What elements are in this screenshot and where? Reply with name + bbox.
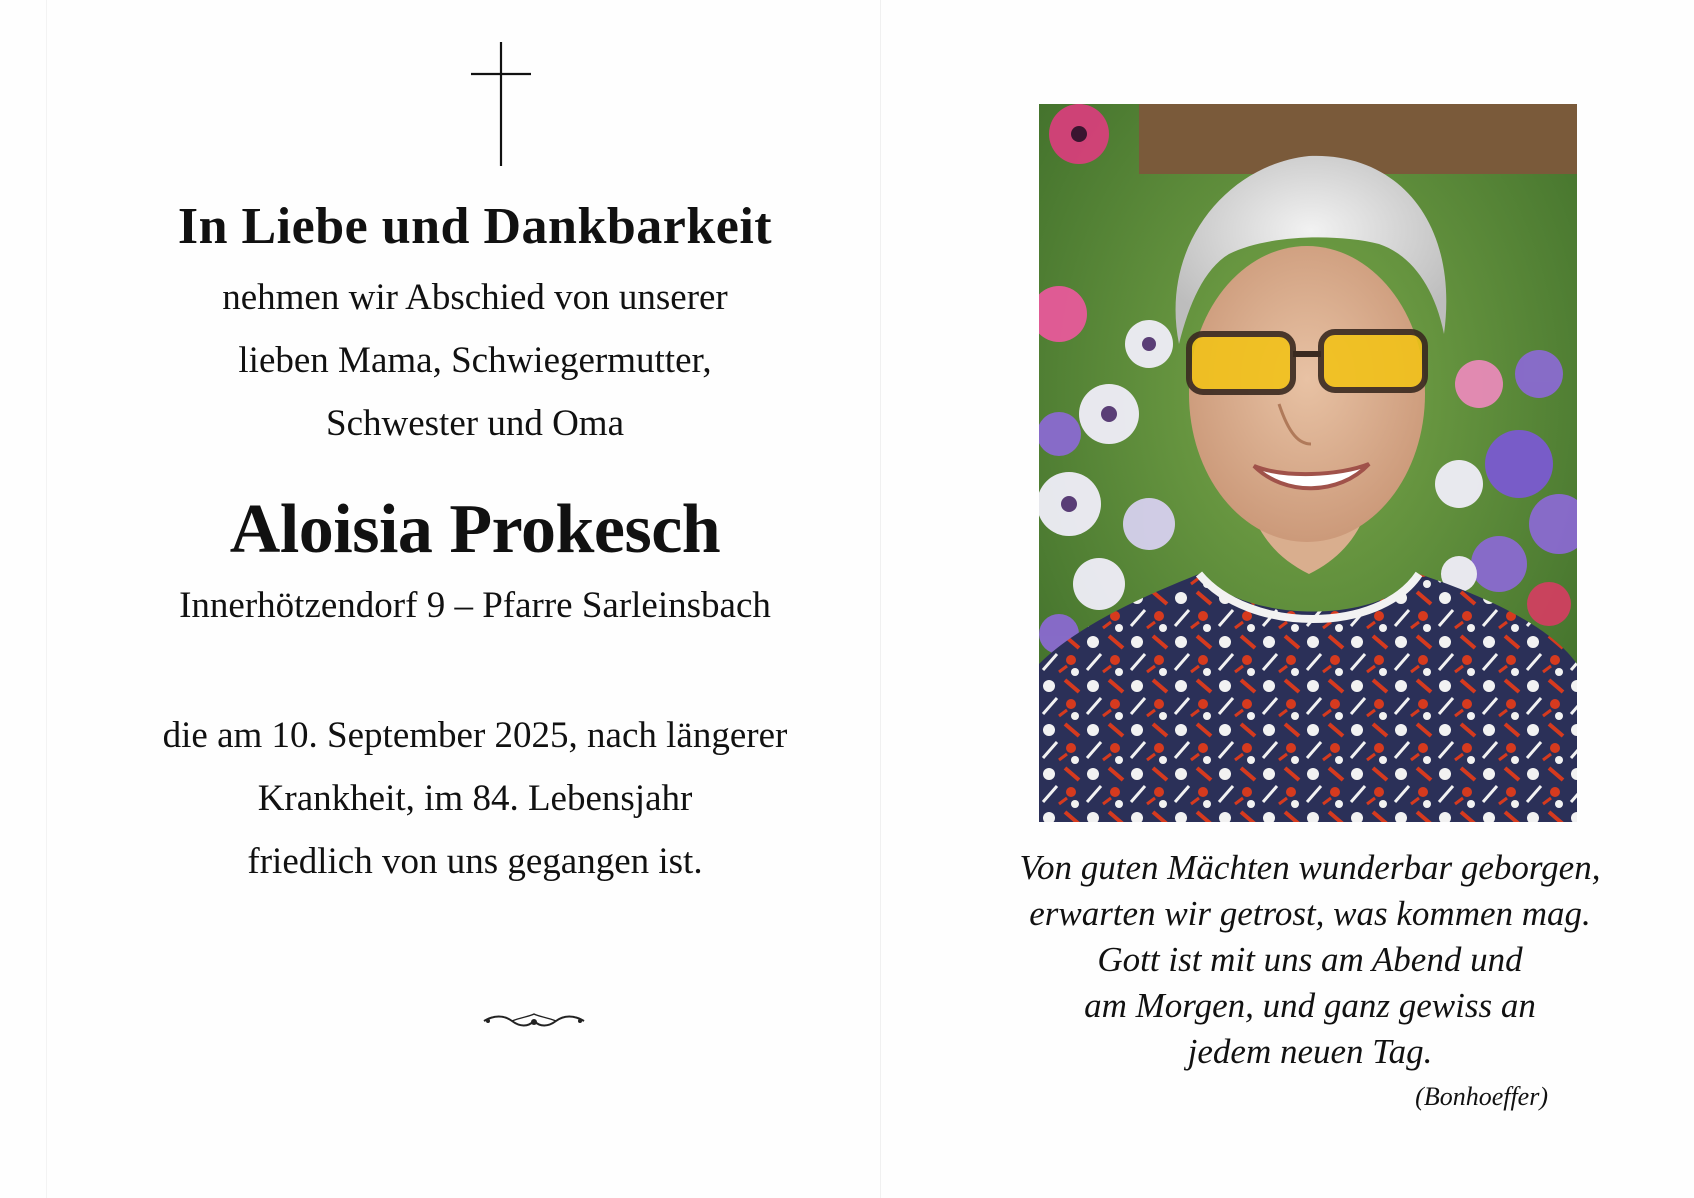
detail-line: die am 10. September 2025, nach längerer	[162, 715, 788, 756]
intro-line: nehmen wir Abschied von unserer	[222, 277, 728, 318]
intro-line: Schwester und Oma	[326, 403, 624, 444]
portrait-photo	[1039, 104, 1577, 822]
detail-line: friedlich von uns gegangen ist.	[247, 841, 703, 882]
intro-text	[60, 266, 890, 455]
quote-line: am Morgen, und ganz gewiss an	[1084, 986, 1536, 1025]
quote-attribution: (Bonhoeffer)	[1415, 1082, 1548, 1111]
quote-line: erwarten wir getrost, was kommen mag.	[1029, 894, 1591, 933]
card-edge	[46, 0, 47, 1198]
death-details	[60, 704, 890, 893]
intro-line: lieben Mama, Schwiegermutter,	[238, 340, 712, 381]
deceased-name: Aloisia Prokesch	[229, 491, 721, 568]
portrait-illustration	[1039, 104, 1577, 822]
quote-line: Gott ist mit uns am Abend und	[1097, 940, 1523, 979]
detail-line: Krankheit, im 84. Lebensjahr	[257, 778, 693, 819]
quote	[960, 845, 1660, 1075]
ornament-divider-icon	[482, 1012, 586, 1030]
left-panel	[60, 0, 890, 1198]
quote-line: jedem neuen Tag.	[1187, 1032, 1433, 1071]
address: Innerhötzendorf 9 – Pfarre Sarleinsbach	[179, 585, 771, 626]
quote-line: Von guten Mächten wunderbar geborgen,	[1019, 848, 1601, 887]
heading: In Liebe und Dankbarkeit	[177, 198, 773, 255]
cross-icon	[471, 42, 531, 166]
